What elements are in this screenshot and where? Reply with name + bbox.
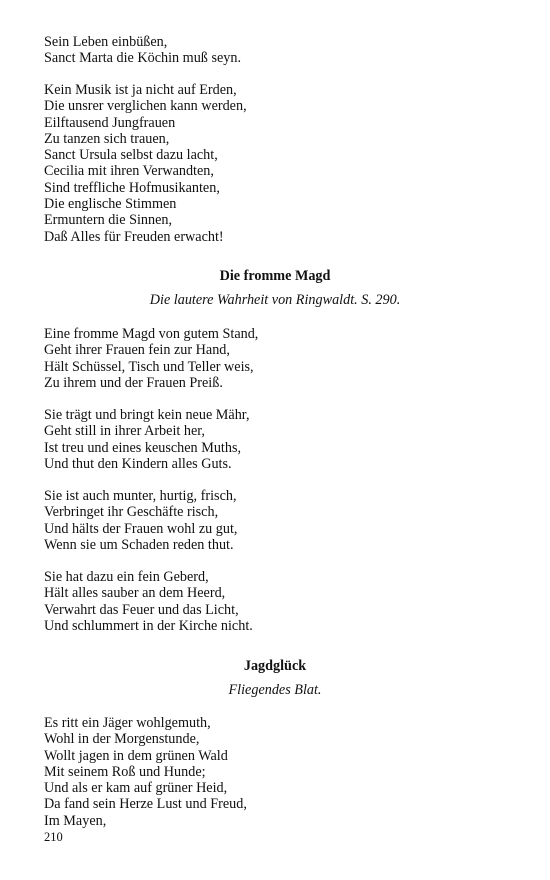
verse-line: Geht still in ihrer Arbeit her,	[44, 423, 205, 440]
verse-line: Sein Leben einbüßen,	[44, 34, 168, 50]
verse-line: Hält Schüssel, Tisch und Teller weis,	[44, 358, 254, 375]
verse-line: Eilftausend Jungfrauen	[44, 114, 176, 131]
poem-source: Fliegendes Blat.	[228, 682, 322, 698]
verse-line: Mit seinem Roß und Hunde;	[44, 763, 206, 780]
verse-line: Verbringet ihr Geschäfte risch,	[44, 504, 219, 521]
verse-line: Ermuntern die Sinnen,	[44, 212, 173, 229]
verse-line: Und als er kam auf grüner Heid,	[44, 780, 228, 797]
verse-line: Zu tanzen sich trauen,	[44, 130, 170, 147]
verse-line: Sanct Marta die Köchin muß seyn.	[44, 50, 242, 67]
stanza	[44, 715, 506, 829]
verse-line: Sie ist auch munter, hurtig, frisch,	[44, 488, 237, 504]
verse-line: Und schlummert in der Kirche nicht.	[44, 617, 253, 634]
stanza	[44, 488, 506, 553]
verse-line: Verwahrt das Feuer und das Licht,	[44, 601, 239, 618]
page-number: 210	[44, 830, 63, 844]
verse-line: Geht ihrer Frauen fein zur Hand,	[44, 342, 230, 359]
verse-line: Sie hat dazu ein fein Geberd,	[44, 569, 209, 585]
verse-line: Wenn sie um Schaden reden thut.	[44, 536, 234, 553]
stanza-top-1	[44, 34, 506, 67]
verse-line: Ist treu und eines keuschen Muths,	[44, 439, 242, 456]
poem-source: Die lautere Wahrheit von Ringwaldt. S. 290.	[149, 292, 401, 308]
verse-line: Wollt jagen in dem grünen Wald	[44, 747, 228, 764]
poem-title: Die fromme Magd	[219, 268, 331, 284]
verse-line: Und thut den Kindern alles Guts.	[44, 455, 232, 472]
verse-line: Die unsrer verglichen kann werden,	[44, 98, 247, 115]
verse-line: Sanct Ursula selbst dazu lacht,	[44, 147, 218, 164]
poem-title: Jagdglück	[243, 658, 307, 674]
verse-line: Sind treffliche Hofmusikanten,	[44, 179, 220, 196]
verse-line: Kein Musik ist ja nicht auf Erden,	[44, 82, 237, 98]
verse-line: Zu ihrem und der Frauen Preiß.	[44, 374, 223, 391]
verse-line: Die englische Stimmen	[44, 196, 177, 213]
verse-line: Wohl in der Morgenstunde,	[44, 731, 200, 748]
verse-line: Im Mayen,	[44, 812, 107, 829]
verse-line: Cecilia mit ihren Verwandten,	[44, 163, 214, 180]
verse-line: Daß Alles für Freuden erwacht!	[44, 228, 224, 245]
stanza-top-2	[44, 82, 506, 245]
stanza	[44, 407, 506, 472]
verse-line: Eine fromme Magd von gutem Stand,	[44, 326, 259, 342]
verse-line: Da fand sein Herze Lust und Freud,	[44, 796, 247, 813]
verse-line: Sie trägt und bringt kein neue Mähr,	[44, 407, 250, 423]
verse-line: Es ritt ein Jäger wohlgemuth,	[44, 715, 211, 731]
verse-line: Und hälts der Frauen wohl zu gut,	[44, 520, 238, 537]
stanza	[44, 326, 506, 391]
verse-line: Hält alles sauber an dem Heerd,	[44, 585, 226, 602]
stanza	[44, 569, 506, 634]
